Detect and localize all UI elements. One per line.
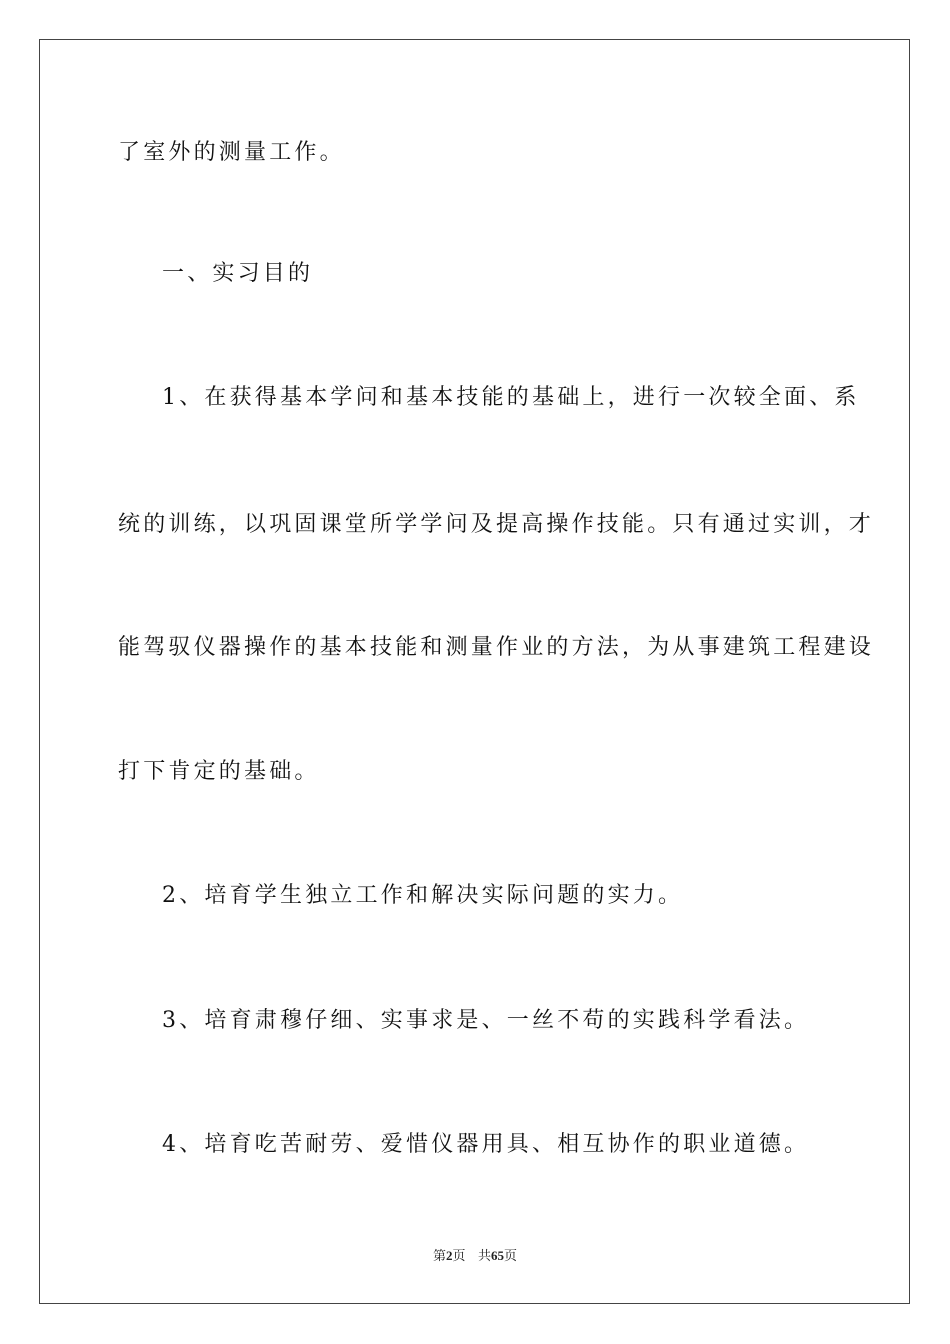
- text-line-4: 统的训练，以巩固课堂所学学问及提高操作技能。只有通过实训，才: [118, 512, 875, 537]
- page-footer: [0, 1247, 950, 1266]
- text-line-6: 打下肯定的基础。: [118, 759, 320, 784]
- total-suffix: 页: [503, 1249, 517, 1264]
- page-border: [39, 39, 910, 1304]
- text-line-1: 了室外的测量工作。: [118, 140, 345, 165]
- text-line-8: 3、培育肃穆仔细、实事求是、一丝不苟的实践科学看法。: [162, 1008, 810, 1033]
- total-pages: 65: [490, 1248, 504, 1263]
- page-prefix: 第: [433, 1249, 447, 1264]
- total-prefix: 共: [477, 1249, 491, 1264]
- text-line-9: 4、培育吃苦耐劳、爱惜仪器用具、相互协作的职业道德。: [162, 1132, 810, 1157]
- text-line-5: 能驾驭仪器操作的基本技能和测量作业的方法，为从事建筑工程建设: [118, 635, 875, 660]
- page-number: 2: [446, 1248, 453, 1263]
- text-line-3: 1、在获得基本学问和基本技能的基础上，进行一次较全面、系: [162, 385, 860, 410]
- text-line-7: 2、培育学生独立工作和解决实际问题的实力。: [162, 883, 684, 908]
- section-heading: 一、实习目的: [162, 261, 314, 286]
- page-suffix: 页: [452, 1249, 466, 1264]
